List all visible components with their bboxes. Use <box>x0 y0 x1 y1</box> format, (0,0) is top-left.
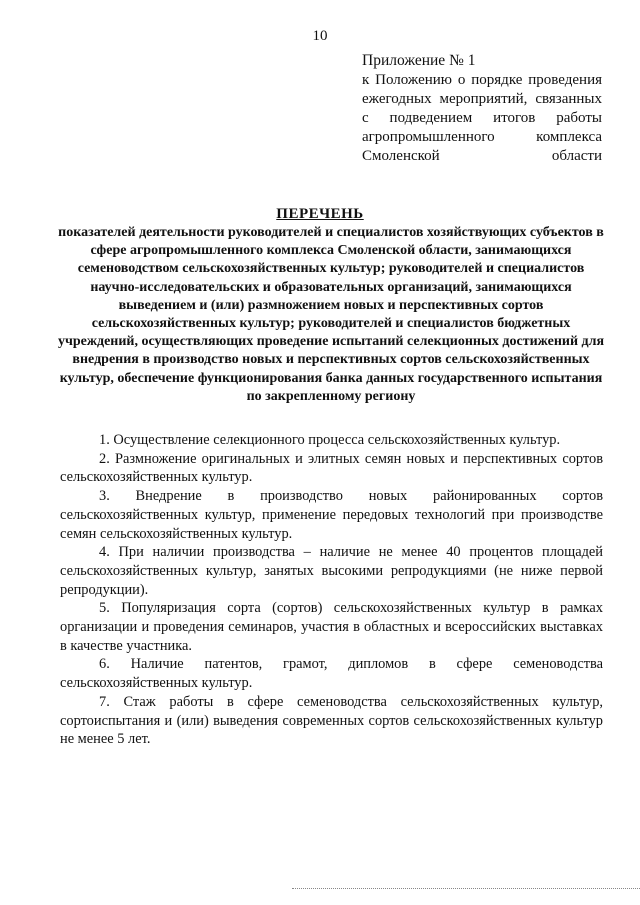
appendix-title: Приложение № 1 <box>362 52 476 69</box>
appendix-block <box>362 51 602 166</box>
indicator-list <box>60 431 603 749</box>
list-item: 1. Осуществление селекционного процесса сельскохозяйственных культур. <box>99 432 561 448</box>
list-item: 5. Популяризация сорта (сортов) сельскохозяйственных культур в рамках организации и проведения семинаров, участия в областных и всероссийских выставках в качестве участника. <box>60 600 603 654</box>
list-item: 6. Наличие патентов, грамот, дипломов в сфере семеноводства сельскохозяйственных культур. <box>60 656 603 692</box>
document-subtitle: показателей деятельности руководителей и специалистов хозяйствующих субъектов в сфере агропромышленного комплекса Смоленской области, занимающихся семеноводством сельскохозяйственных культур; руководителей и специалистов научно-исследовательских и образовательных организаций, занимающихся выведением и (или) размножением новых и перспективных сортов сельскохозяйственных культур; руководителей и специалистов бюджетных учреждений, осуществляющих проведение испытаний селекционных достижений для внедрения в производство новых и перспективных сортов сельскохозяйственных культур, обеспечение функционирования банка данных государственного испытания по закрепленному региону <box>57 225 605 404</box>
document-title: ПЕРЕЧЕНЬ <box>276 206 364 222</box>
appendix-body: к Положению о порядке проведения ежегодных мероприятий, связанных с подведением итогов работы агропромышленного комплекса Смоленской области <box>362 72 602 164</box>
list-item: 7. Стаж работы в сфере семеноводства сельскохозяйственных культур, сортоиспытания и (или) выведения современных сортов сельскохозяйственных культур не менее 5 лет. <box>60 693 603 748</box>
page-number: 10 <box>312 28 328 44</box>
footer-divider <box>292 888 640 889</box>
list-item: 2. Размножение оригинальных и элитных семян новых и перспективных сортов сельскохозяйственных культур. <box>60 450 603 486</box>
list-item: 4. При наличии производства – наличие не менее 40 процентов площадей сельскохозяйственных культур, занятых высокими репродукциями (не ниже первой репродукции). <box>60 544 603 598</box>
list-item: 3. Внедрение в производство новых районированных сортов сельскохозяйственных культур, применение передовых технологий при производстве семян сельскохозяйственных культур. <box>60 488 603 542</box>
